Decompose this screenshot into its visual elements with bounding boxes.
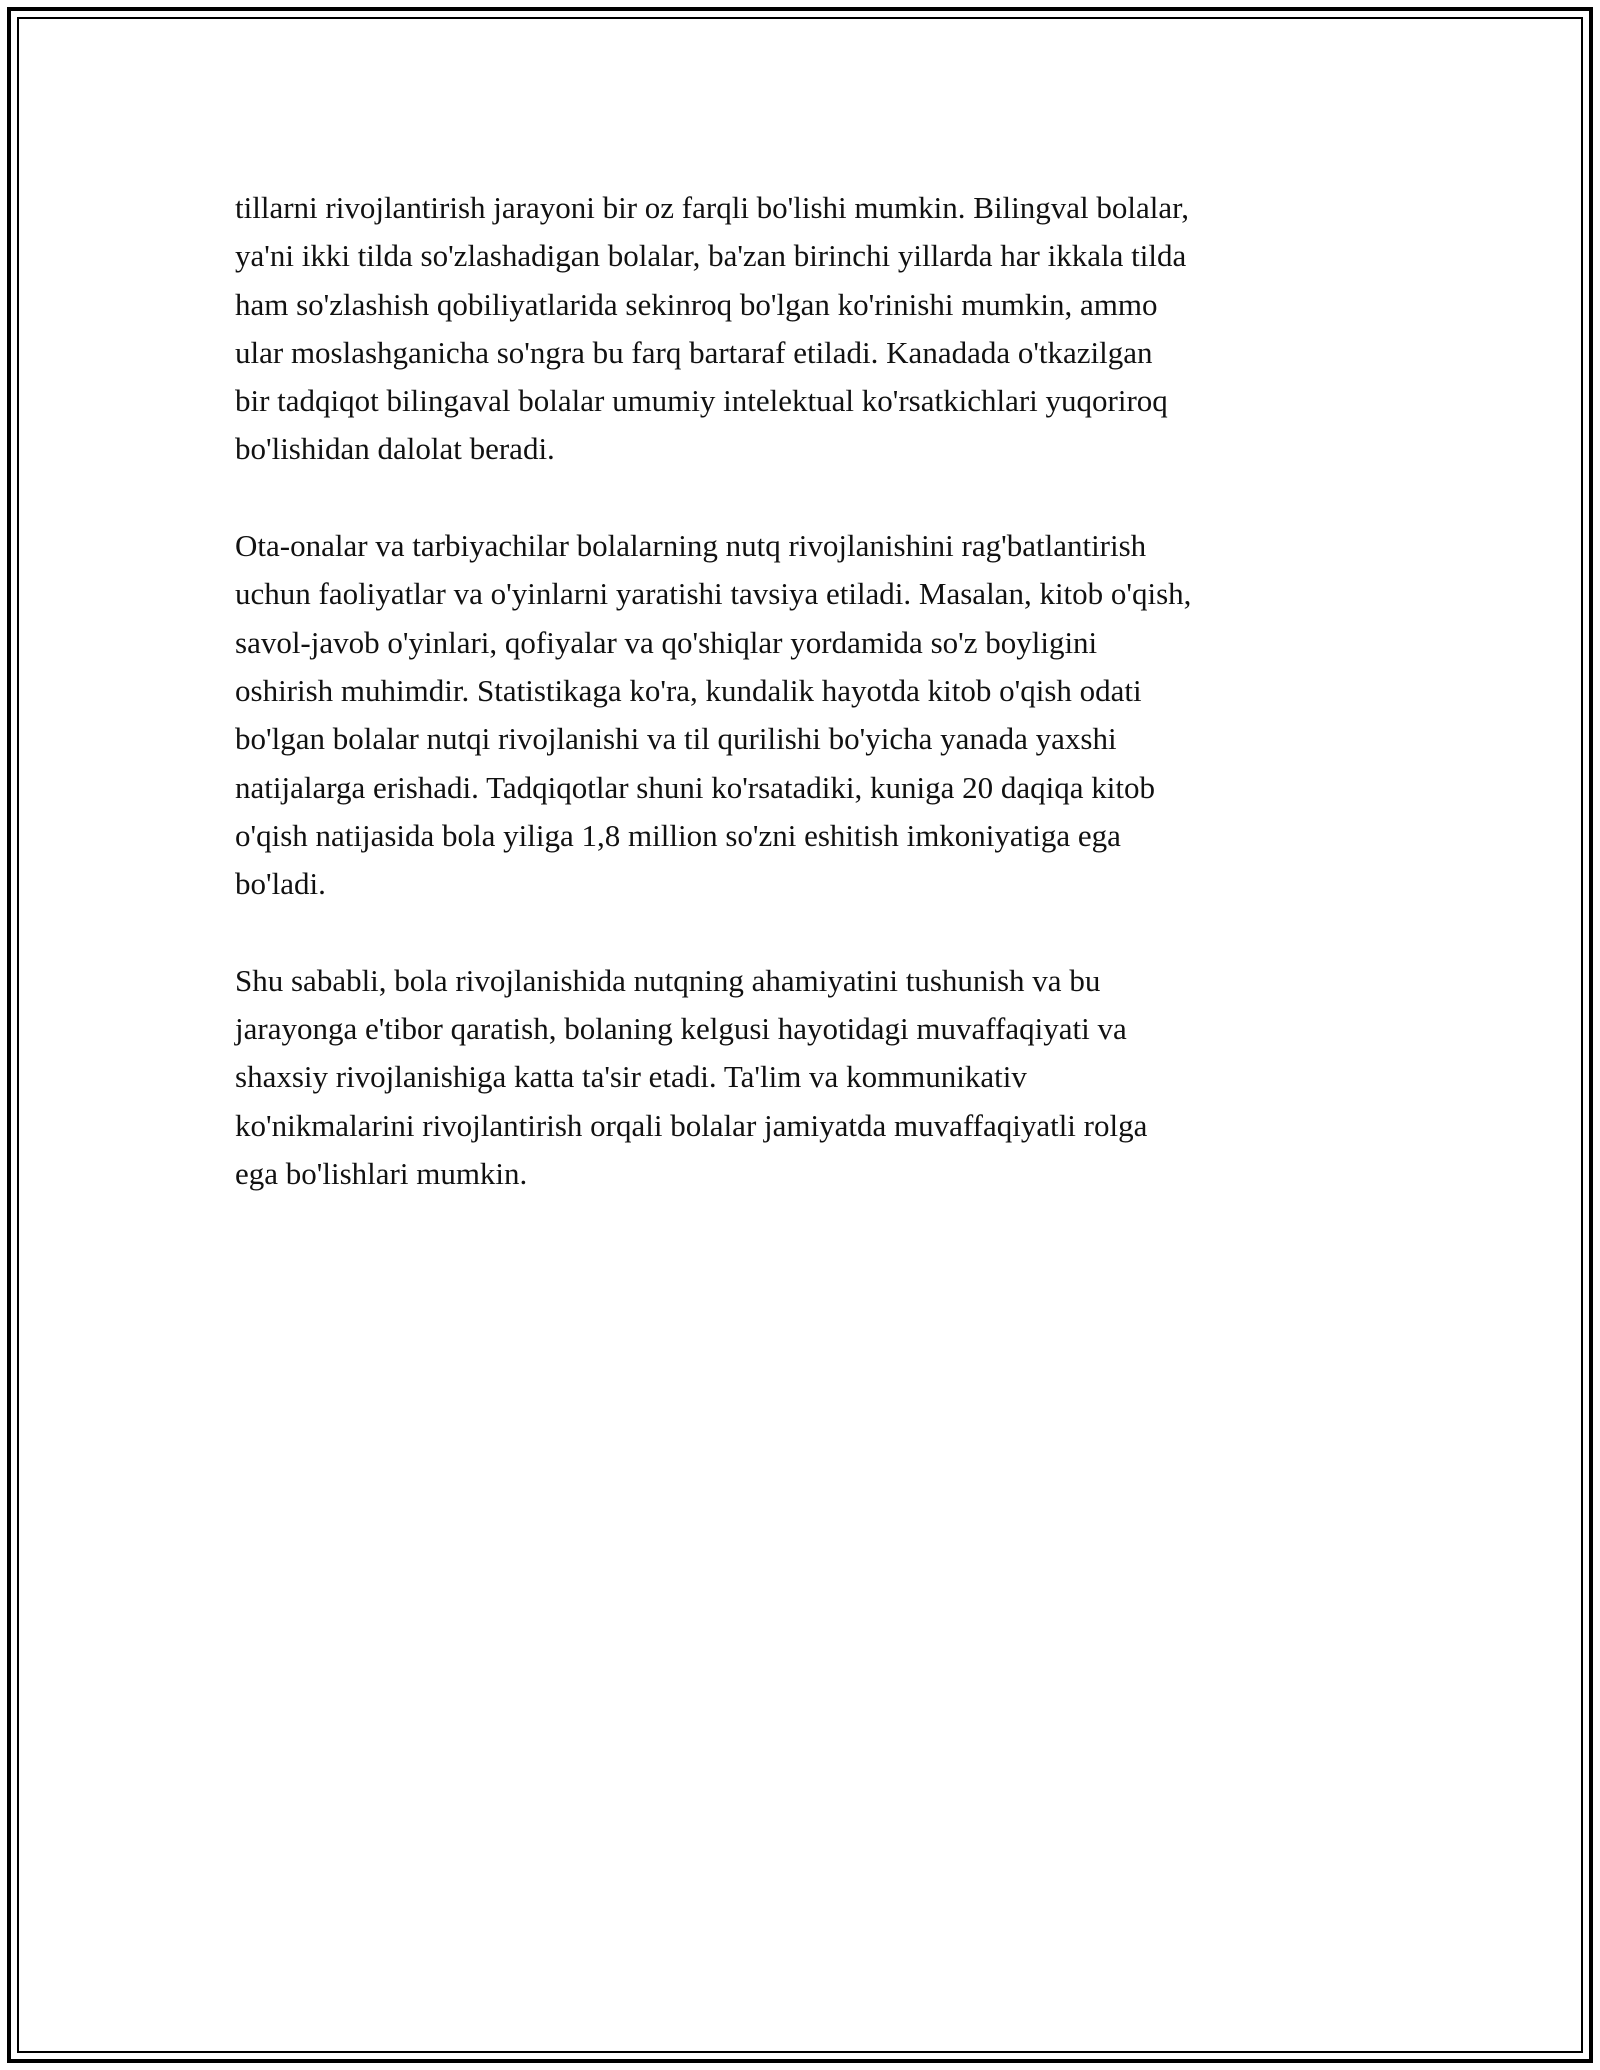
- text-line: ya'ni ikki tilda so'zlashadigan bolalar, ba'zan birinchi yillarda har ikkala tilda: [235, 238, 1187, 274]
- text-line: ham so'zlashish qobiliyatlarida sekinroq bo'lgan ko'rinishi mumkin, ammo: [235, 286, 1158, 322]
- text-line: ega bo'lishlari mumkin.: [235, 1155, 528, 1191]
- text-line: Shu sababli, bola rivojlanishida nutqning ahamiyatini tushunish va bu: [235, 962, 1101, 998]
- document-body: [235, 184, 1375, 1247]
- text-line: jarayonga e'tibor qaratish, bolaning kelgusi hayotidagi muvaffaqiyati va: [235, 1011, 1127, 1047]
- text-line: tillarni rivojlantirish jarayoni bir oz farqli bo'lishi mumkin. Bilingval bolalar,: [235, 190, 1189, 225]
- paragraph-1: [235, 184, 1375, 474]
- text-line: ko'nikmalarini rivojlantirish orqali bolalar jamiyatda muvaffaqiyatli rolga: [235, 1107, 1148, 1143]
- text-line: uchun faoliyatlar va o'yinlarni yaratishi tavsiya etiladi. Masalan, kitob o'qish,: [235, 576, 1192, 612]
- text-line: bir tadqiqot bilingaval bolalar umumiy intelektual ko'rsatkichlari yuqoriroq: [235, 383, 1168, 419]
- paragraph-2: [235, 522, 1375, 908]
- text-line: bo'lgan bolalar nutqi rivojlanishi va til qurilishi bo'yicha yanada yaxshi: [235, 721, 1117, 757]
- text-line: Ota-onalar va tarbiyachilar bolalarning nutq rivojlanishini rag'batlantirish: [235, 528, 1147, 564]
- text-line: bo'ladi.: [235, 866, 326, 902]
- text-line: oshirish muhimdir. Statistikaga ko'ra, kundalik hayotda kitob o'qish odati: [235, 672, 1142, 708]
- text-line: o'qish natijasida bola yiliga 1,8 million so'zni eshitish imkoniyatiga ega: [235, 817, 1121, 853]
- text-line: savol-javob o'yinlari, qofiyalar va qo'shiqlar yordamida so'z boyligini: [235, 624, 1098, 660]
- paragraph-3: [235, 957, 1375, 1198]
- text-line: natijalarga erishadi. Tadqiqotlar shuni ko'rsatadiki, kuniga 20 daqiqa kitob: [235, 769, 1156, 805]
- text-line: bo'lishidan dalolat beradi.: [235, 431, 555, 467]
- text-line: shaxsiy rivojlanishiga katta ta'sir etadi. Ta'lim va kommunikativ: [235, 1059, 1027, 1095]
- text-line: ular moslashganicha so'ngra bu farq bartaraf etiladi. Kanadada o'tkazilgan: [235, 334, 1153, 370]
